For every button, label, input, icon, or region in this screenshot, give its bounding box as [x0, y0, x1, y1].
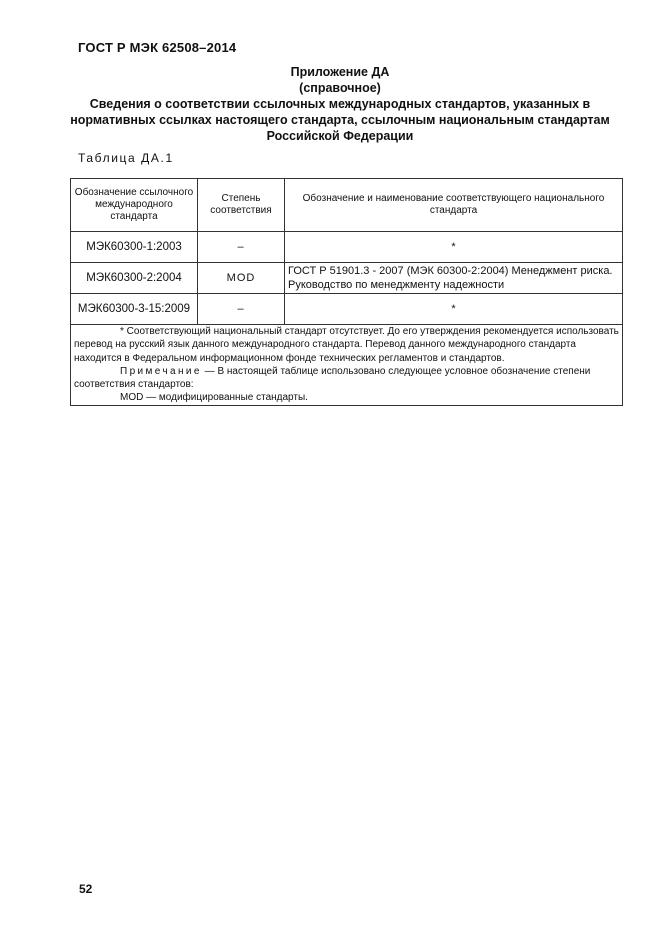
appendix-subtitle: (справочное): [299, 81, 381, 95]
table-row: [71, 263, 623, 294]
column-header-national: Обозначение и наименование соответствующего национального стандарта: [285, 179, 623, 232]
appendix-heading: [60, 64, 620, 144]
table-header-row: [71, 179, 623, 232]
appendix-heading-line-3: Российской Федерации: [266, 129, 414, 143]
column-header-international: Обозначение ссылочного международного стандарта: [71, 179, 198, 232]
page-number: 52: [79, 882, 93, 896]
appendix-title: Приложение ДА: [290, 65, 390, 79]
table-row: [71, 232, 623, 263]
table-notes: [71, 325, 623, 406]
correspondence-degree: MOD: [198, 263, 285, 294]
appendix-heading-line-1: Сведения о соответствии ссылочных международных стандартов, указанных в: [89, 97, 591, 111]
correspondence-table: [70, 178, 623, 406]
table-notes-row: [71, 325, 623, 406]
national-standard: *: [285, 232, 623, 263]
international-standard-code: МЭК60300-2:2004: [71, 263, 198, 294]
correspondence-degree: –: [198, 294, 285, 325]
note-text: — В настоящей таблице использовано следующее условное обозначение степени соответствия стандартов:: [74, 365, 591, 391]
national-standard: ГОСТ Р 51901.3 - 2007 (МЭК 60300-2:2004) Менеджмент риска. Руководство по менеджменту надежности: [285, 263, 623, 294]
table-caption: Таблица ДА.1: [78, 151, 174, 165]
standard-designation: ГОСТ Р МЭК 62508–2014: [78, 40, 237, 55]
international-standard-code: МЭК60300-1:2003: [71, 232, 198, 263]
table-row: [71, 294, 623, 325]
note-label: Примечание: [120, 365, 202, 377]
international-standard-code: МЭК60300-3-15:2009: [71, 294, 198, 325]
column-header-degree: Степень соответствия: [198, 179, 285, 232]
note-mod-definition: MOD — модифицированные стандарты.: [120, 392, 308, 404]
national-standard: *: [285, 294, 623, 325]
correspondence-degree: –: [198, 232, 285, 263]
appendix-heading-line-2: нормативных ссылках настоящего стандарта, ссылочным национальным стандартам: [70, 113, 610, 127]
footnote: * Соответствующий национальный стандарт отсутствует. До его утверждения рекомендуется использовать перевод на русский язык данного международного стандарта. Перевод данного международного стандарта находится в Федеральном информационном фонде технических регламентов и стандартов.: [74, 326, 619, 364]
note: [74, 365, 619, 392]
